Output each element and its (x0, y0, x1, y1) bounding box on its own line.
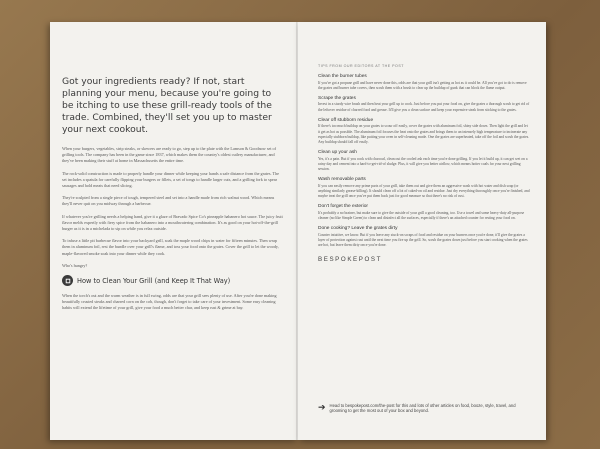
paragraph: When your burgers, vegetables, strip steaks, or skewers are ready to go, step up to the plate with the Lamson & Goodnow set of grilling tools. The company has been in the game since 1837, which makes them the country's oldest cutlery manufacturer, and they've been making their stuff at home in Massachusetts the entire time. (62, 146, 277, 164)
left-page (50, 22, 298, 440)
tip-item (318, 74, 530, 91)
tip-text: If you've got a propane grill and have never done this, odds are that your grill isn't getting as hot as it could be. All you've got to do is remove the grates and burner tube covers, then scrub them with a brush to clear up the buildup of gunk that can block the flame output. (318, 80, 527, 90)
tip-item (318, 226, 530, 248)
paragraph: The rock-solid construction is made to properly handle your dinner while keeping your hands a safe distance from the grates. The set includes a spatula for carefully flipping your burgers or fillets, a set of tongs to handle larger cuts, and a grilling fork to spear sausages and hold meats that need slicing. (62, 170, 280, 189)
tip-title: Don't forget the exterior (318, 204, 368, 210)
section-number-badge (62, 275, 73, 286)
paragraph: Who's hungry? (62, 262, 88, 268)
section-title: How to Clean Your Grill (and Keep It That Way) (77, 276, 231, 285)
tip-item (318, 204, 530, 221)
headline: Got your ingredients ready? If not, start planning your menu, because you're going to be itching to use these grill-ready tools of the trade. Combined, they'll set you up to master your next cookout. (62, 76, 272, 135)
paragraph: If whatever you're grilling needs a helping hand, give it a glaze of Bravado Spice Co's pineapple habanero hot sauce. The juicy fruit flavor melds expertly with fiery spice from the habanero into a mouthwatering combination. It's as good on your hot-off-the-grill burger as it is in a michelada to sip on while you relax outside. (62, 213, 283, 232)
tips-header: TIPS FROM OUR EDITORS AT THE POST (318, 64, 404, 68)
tip-item (318, 118, 530, 145)
arrow-right-icon: ➔ (318, 401, 326, 412)
paragraph: They're sculpted from a single piece of tough, tempered steel and set into a handle made from rich walnut wood. Which means they'll never quit on you midway through a barbecue. (62, 195, 275, 207)
tip-text: It's probably a no brainer, but make sure to give the outside of your grill a good cleaning, too. Use a towel and some heavy-duty all-purpose cleaner (no like Simple Green) to clean and disinfect all the surfaces, especially if there's an attached counter for resting your food on. (318, 210, 525, 221)
left-page-content (50, 22, 298, 312)
brand-logo: BESPOKEPOST (318, 256, 383, 264)
tip-item (318, 177, 530, 199)
paragraph: To infuse a little pit barbecue flavor into your backyard grill, soak the maple wood chips in water for fifteen minutes. Then wrap them in aluminum foil, rest the bundle over your grill's flame, and toss your food onto the grates. Cover the grill to let the woody, maple-flavored smoke soak into your dinner while they cook. (62, 238, 279, 256)
tip-title: Clear off stubborn residue (318, 117, 374, 123)
tip-text: Counter intuitive, we know. But if you leave any stuck-on scraps of food and residue on your burners once you're done, it'll give the grates a layer of protection against rust until the next time you fire up the grill. So, scrub the grates down just before you start cooking when the grates are hot, but leave them dirty once you're done. (318, 232, 528, 248)
tip-title: Clean the burner tubes (318, 74, 367, 79)
tip-item (318, 96, 530, 113)
badge-mark-icon (65, 278, 71, 284)
tip-text: If you can easily remove any prime parts of your grill, take them out and give them an aggressive wash with hot water and dish soap (or anything similarly grease-killing). It should clean off a lot of caked-on oil and residue. Just dry everything thoroughly once you're finished, and maybe treat the grill once you've put them back just for good measure so that there's no risk of rust. (318, 183, 530, 199)
section-heading (62, 275, 284, 286)
footer-text: Head to bespokepost.com/the-post for this and lots of other articles on food, booze, style, travel, and grooming to get the most out of your box and beyond. (329, 402, 516, 414)
tip-text: Invest in a sturdy wire brush and then heat your grill up to cook. Just before you put your food on, give the grates a thorough scrub to get rid of the leftover residue of charred food and grease. It'll give you a clean surface and keep your expensive steak from sticking to the grates. (318, 102, 530, 112)
tip-title: Scrape the grates (318, 95, 356, 101)
tip-text: Yes, it's a pain. But if you cook with charcoal, clean out the cooled ash each time you're done grilling. If you let it build up, it can get wet on a rainy day and cement into a hard-to-get-rid-of sludge. Plus, it will give you better airflow, which means hotter coals for your next grilling session. (318, 156, 528, 172)
section-paragraph: When the torch's out and the warm weather is in full swing, odds are that your grill sees plenty of use. After you're done making beautifully crusted steaks and charred corn on the cob, though, don't forget to take care of your investment. Some easy cleaning habits will extend the lifetime of your grill, give your food a much better char, and keep rust & grime at bay. (62, 293, 277, 311)
footer (318, 403, 530, 414)
tip-title: Done cooking? Leave the grates dirty (318, 226, 398, 232)
right-page (298, 22, 546, 440)
right-page-content (298, 22, 546, 263)
tip-text: If there's too much buildup on your grates to scour off easily, cover the grates with aluminum foil, shiny side down. Then light the grill and let it get as hot as possible. The aluminum foil focuses the heat onto the grates and brings them to an intensely high temperature to incinerate any especially stubborn buildup, like putting your oven in self-cleaning mode. One the grates are superheated, take off the foil and scrub the grates. Any buildup should fall off easily. (318, 124, 530, 144)
tip-title: Wash removable parts (318, 177, 366, 183)
tip-item (318, 150, 530, 172)
tip-title: Clean up your ash (318, 150, 357, 156)
